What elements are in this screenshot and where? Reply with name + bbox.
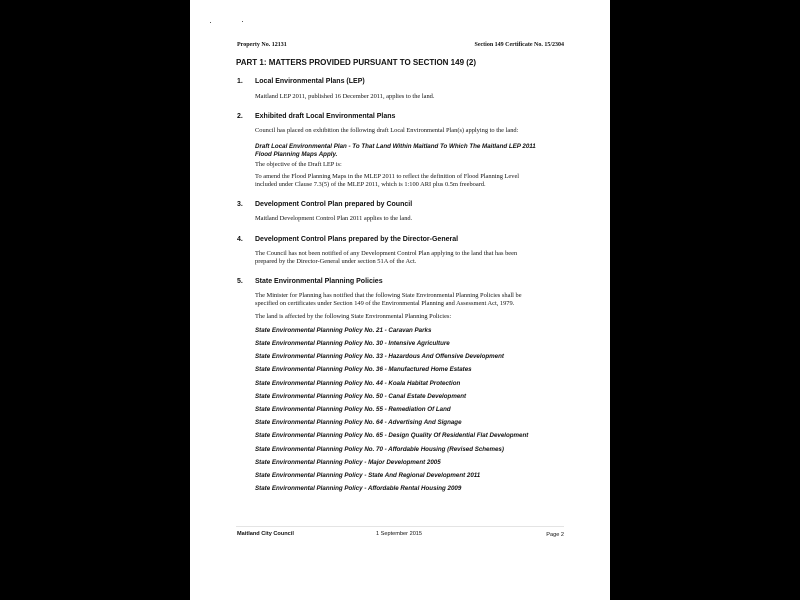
- policy-item: State Environmental Planning Policy No. 70 - Affordable Housing (Revised Schemes): [255, 446, 504, 453]
- section-heading: Exhibited draft Local Environmental Plans: [255, 113, 396, 120]
- section-number: 2.: [237, 113, 243, 120]
- objective-text: To amend the Flood Planning Maps in the MLEP 2011 to reflect the definition of Flood Planning Level: [255, 173, 520, 180]
- policy-item: State Environmental Planning Policy No. 36 - Manufactured Home Estates: [255, 366, 472, 373]
- footer-council: Maitland City Council: [237, 531, 294, 537]
- scan-speck: [210, 22, 211, 23]
- section-heading: Development Control Plans prepared by the Director-General: [255, 236, 459, 243]
- policy-item: State Environmental Planning Policy No. 44 - Koala Habitat Protection: [255, 380, 461, 387]
- property-number: Property No. 12131: [237, 42, 287, 48]
- policy-item: State Environmental Planning Policy No. 55 - Remediation Of Land: [255, 406, 451, 413]
- section-number: 1.: [237, 78, 243, 85]
- policy-item: State Environmental Planning Policy - Major Development 2005: [255, 459, 441, 466]
- section-body: Council has placed on exhibition the following draft Local Environmental Plan(s) applying to the land:: [255, 127, 519, 134]
- section-heading: State Environmental Planning Policies: [255, 278, 383, 285]
- objective-label: The objective of the Draft LEP is:: [255, 161, 342, 168]
- footer-page-number: Page 2: [546, 532, 564, 538]
- affected-intro: The land is affected by the following State Environmental Planning Policies:: [255, 313, 452, 320]
- section-number: 5.: [237, 278, 243, 285]
- policy-item: State Environmental Planning Policy No. 50 - Canal Estate Development: [255, 393, 467, 400]
- section-body: Maitland Development Control Plan 2011 applies to the land.: [255, 215, 413, 222]
- policy-item: State Environmental Planning Policy No. 33 - Hazardous And Offensive Development: [255, 353, 504, 360]
- footer-rule: [236, 526, 564, 527]
- footer-date: 1 September 2015: [376, 531, 423, 537]
- policy-item: State Environmental Planning Policy No. 30 - Intensive Agriculture: [255, 340, 450, 347]
- section-number: 4.: [237, 236, 243, 243]
- policy-item: State Environmental Planning Policy No. 21 - Caravan Parks: [255, 327, 432, 334]
- section-body: specified on certificates under Section 149 of the Environmental Planning and Assessment Act, 1979.: [255, 300, 515, 307]
- policy-item: State Environmental Planning Policy - Affordable Rental Housing 2009: [255, 485, 462, 492]
- scan-speck: [242, 21, 243, 22]
- objective-text: included under Clause 7.3(5) of the MLEP 2011, which is 1:100 ARI plus 0.5m freeboard.: [255, 181, 486, 188]
- section-number: 3.: [237, 201, 243, 208]
- section-body: Maitland LEP 2011, published 16 December 2011, applies to the land.: [255, 93, 435, 100]
- section-body: The Minister for Planning has notified that the following State Environmental Planning Policies shall be: [255, 292, 522, 299]
- policy-item: State Environmental Planning Policy No. 64 - Advertising And Signage: [255, 419, 462, 426]
- document-page: [190, 0, 610, 600]
- section-body: The Council has not been notified of any Development Control Plan applying to the land that has been: [255, 250, 518, 257]
- draft-lep-title: Flood Planning Maps Apply.: [255, 151, 338, 158]
- section-heading: Development Control Plan prepared by Council: [255, 201, 413, 208]
- policy-item: State Environmental Planning Policy No. 65 - Design Quality Of Residential Flat Development: [255, 432, 529, 439]
- draft-lep-title: Draft Local Environmental Plan - To That Land Within Maitland To Which The Maitland LEP 2011: [255, 143, 536, 150]
- policy-item: State Environmental Planning Policy - State And Regional Development 2011: [255, 472, 481, 479]
- part-title: PART 1: MATTERS PROVIDED PURSUANT TO SECTION 149 (2): [236, 58, 477, 67]
- certificate-number: Section 149 Certificate No. 15/2304: [474, 42, 564, 48]
- section-heading: Local Environmental Plans (LEP): [255, 78, 365, 85]
- section-body: prepared by the Director-General under section 51A of the Act.: [255, 258, 417, 265]
